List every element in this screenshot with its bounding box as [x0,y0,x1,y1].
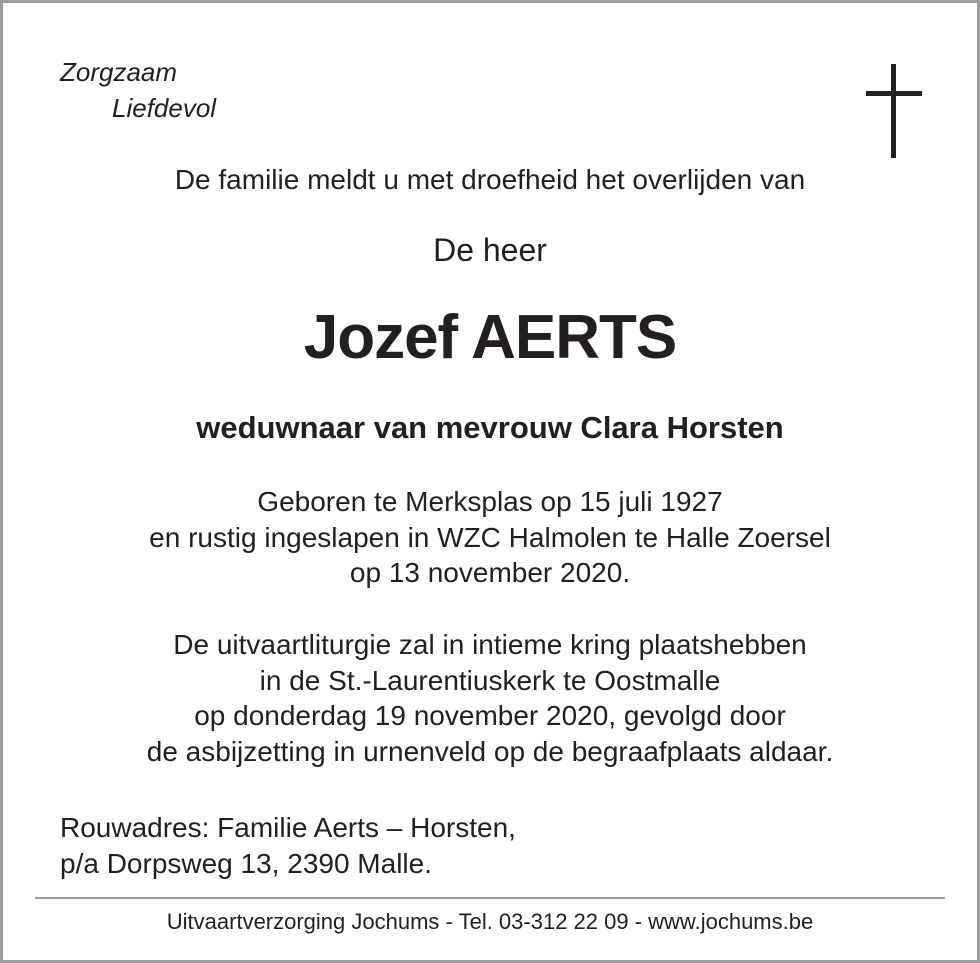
intro-text: De familie meldt u met droefheid het overlijden van [174,164,806,195]
deceased-name: Jozef AERTS [303,303,677,372]
tagline-line-1: Zorgzaam [60,57,178,87]
funeral-info [0,627,980,769]
honorific: De heer [433,232,547,268]
address-line-1: Rouwadres: Familie Aerts – Horsten, [60,812,516,843]
funeral-line-4: de asbijzetting in urnenveld op de begraafplaats aldaar. [146,735,834,767]
birth-line-3: op 13 november 2020. [349,557,631,588]
funeral-line-3: op donderdag 19 november 2020, gevolgd door [194,700,786,731]
funeral-line-1: De uitvaartliturgie zal in intieme kring plaatshebben [173,629,807,660]
birth-line-1: Geboren te Merksplas op 15 juli 1927 [257,486,723,517]
tagline-line-2: Liefdevol [112,93,217,123]
funeral-line-2: in de St.-Laurentiuskerk te Oostmalle [259,664,721,696]
funeral-home-footer: Uitvaartverzorging Jochums - Tel. 03-312 22 09 - www.jochums.be [166,909,814,934]
footer-divider [35,897,945,899]
birth-line-2: en rustig ingeslapen in WZC Halmolen te Halle Zoersel [149,521,831,553]
address-line-2: p/a Dorpsweg 13, 2390 Malle. [60,847,432,879]
mourning-address [60,810,516,881]
widow-line: weduwnaar van mevrouw Clara Horsten [196,410,784,445]
birth-death-info [0,484,980,591]
cross-icon [866,64,922,158]
